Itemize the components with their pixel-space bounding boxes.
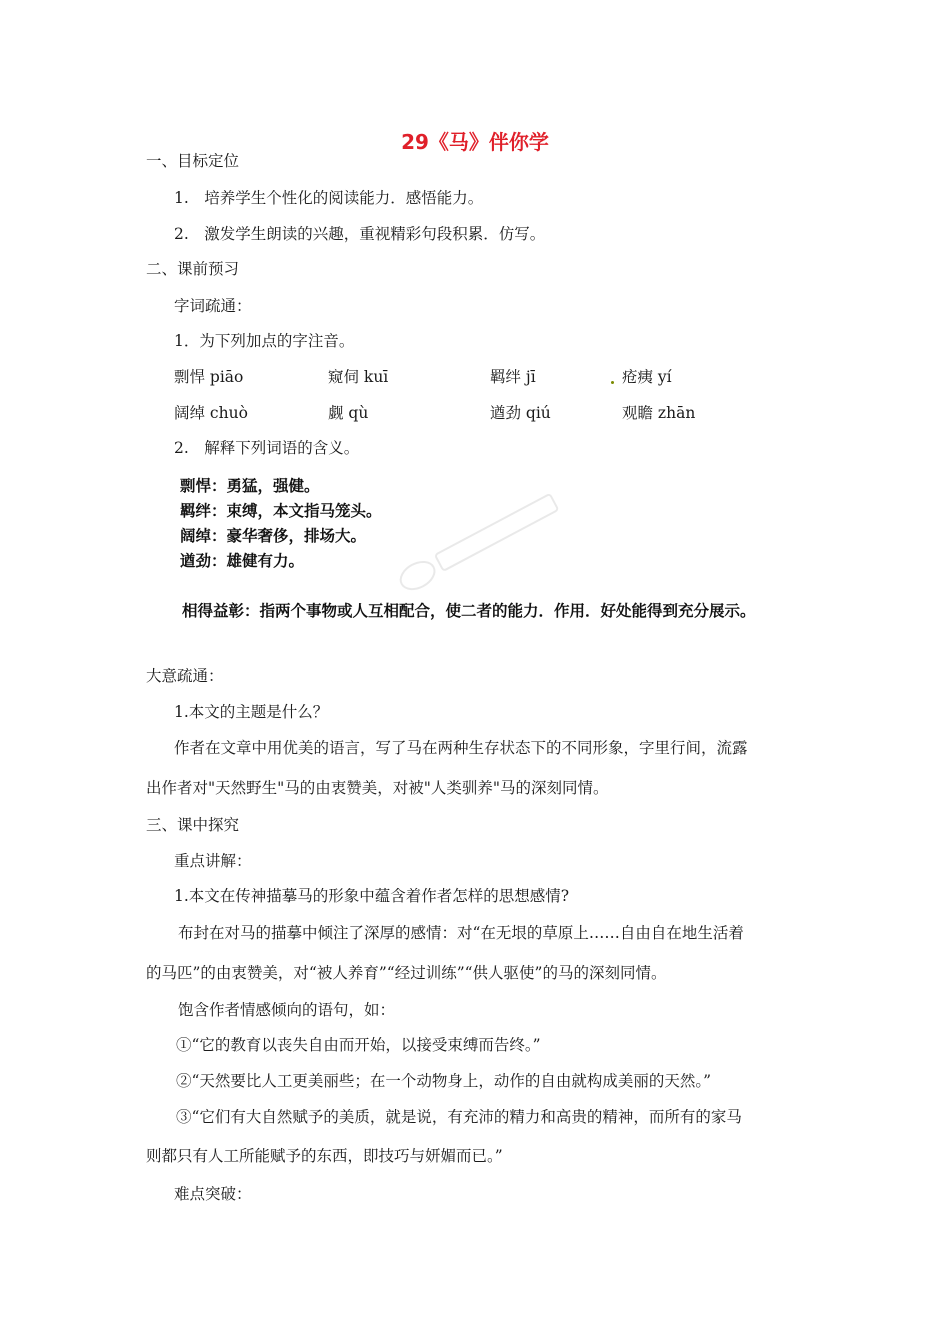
quote-item: ②“天然要比人工更美丽些；在一个动物身上，动作的自由就构成美丽的天然。” [176, 1072, 712, 1090]
word-item: 羁绊 jī [490, 368, 536, 386]
section-heading-preview: 二、课前预习 [146, 260, 240, 278]
quote-item: ①“它的教育以丧失自由而开始，以接受束缚而告终。” [176, 1036, 541, 1054]
question-pinyin: 1．为下列加点的字注音。 [174, 332, 355, 350]
page-title: 29《马》伴你学 [401, 130, 549, 154]
section-heading-explore: 三、课中探究 [146, 816, 240, 834]
quote-item-continuation: 则都只有人工所能赋予的东西，即技巧与妍媚而已。” [146, 1147, 503, 1165]
definition-item: 剽悍：勇猛，强健。 [180, 477, 320, 495]
subheading-vocabulary: 字词疏通： [174, 297, 252, 315]
subheading-difficulties: 难点突破： [174, 1185, 252, 1203]
word-item: 疮痍 yí [622, 368, 672, 386]
quote-item: ③“它们有大自然赋予的美质，就是说，有充沛的精力和高贵的精神，而所有的家马 [176, 1108, 742, 1126]
word-item: 窥伺 kuī [328, 368, 389, 386]
section-heading-goals: 一、目标定位 [146, 152, 240, 170]
answer-theme-line: 作者在文章中用优美的语言，写了马在两种生存状态下的不同形象，字里行间，流露 [174, 739, 748, 757]
subheading-main-idea: 大意疏通： [146, 667, 224, 685]
watermark-logo [360, 480, 590, 610]
question-emotion: 1.本文在传神描摹马的形象中蕴含着作者怎样的思想感情? [174, 887, 570, 905]
question-definitions: 2. 解释下列词语的含义。 [174, 439, 360, 457]
question-theme: 1.本文的主题是什么？ [174, 703, 329, 721]
answer-theme-line: 出作者对"天然野生"马的由衷赞美，对被"人类驯养"马的深刻同情。 [146, 779, 609, 797]
emphasis-dot [611, 381, 614, 384]
quotes-intro: 饱含作者情感倾向的语句，如： [178, 1001, 396, 1019]
goal-item-2: 2. 激发学生朗读的兴趣，重视精彩句段积累．仿写。 [174, 225, 546, 243]
word-item: 阔绰 chuò [174, 404, 248, 422]
definition-item: 羁绊：束缚，本文指马笼头。 [180, 502, 382, 520]
word-item: 观瞻 zhān [622, 404, 696, 422]
answer-emotion-line: 布封在对马的描摹中倾注了深厚的感情：对“在无垠的草原上……自由自在地生活着 [178, 924, 744, 942]
definition-item: 阔绰：豪华奢侈，排场大。 [180, 527, 367, 545]
answer-emotion-line: 的马匹”的由衷赞美，对“被人养育”“经过训练”“供人驱使”的马的深刻同情。 [146, 964, 667, 982]
definition-item: 相得益彰：指两个事物或人互相配合，使二者的能力．作用．好处能得到充分展示。 [182, 602, 756, 620]
subheading-key-points: 重点讲解： [174, 852, 252, 870]
word-item: 遒劲 qiú [490, 404, 551, 422]
word-item: 剽悍 piāo [174, 368, 244, 386]
word-item: 觑 qù [328, 404, 369, 422]
goal-item-1: 1. 培养学生个性化的阅读能力．感悟能力。 [174, 189, 484, 207]
definition-item: 遒劲：雄健有力。 [180, 552, 305, 570]
